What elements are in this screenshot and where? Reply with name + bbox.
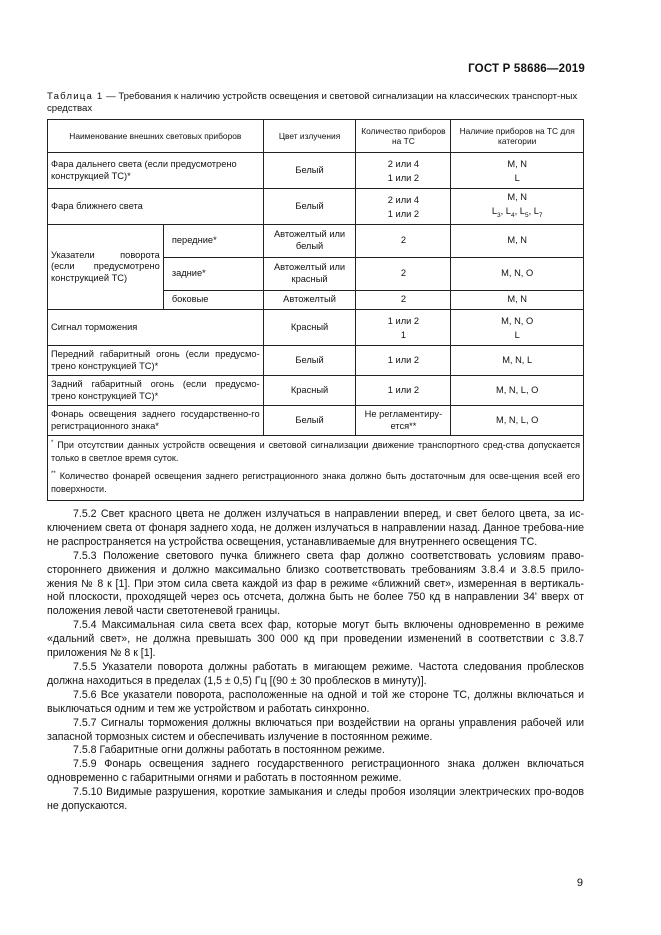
row-color: Белый: [263, 189, 356, 225]
row-name: Указатели поворота (если предусмотрено конструкцией ТС): [48, 225, 164, 310]
row-category: M, N, L, O: [451, 376, 584, 406]
requirements-table: [47, 119, 584, 501]
table-row: [48, 310, 584, 346]
row-name: Сигнал торможения: [48, 310, 264, 346]
table-row: [48, 189, 584, 225]
footnote-1: * При отсутствии данных устройств освещения и световой сигнализации движение транспортного сред-ства допускается только в светлое время суток.: [51, 440, 580, 463]
table-row: [48, 346, 584, 376]
count-value: 1 или 2: [387, 208, 420, 219]
row-color: Красный: [263, 376, 356, 406]
row-category: [451, 153, 584, 189]
table-row: [48, 153, 584, 189]
row-count: 2: [356, 225, 451, 258]
paragraph-7-5-5: 7.5.5 Указатели поворота должны работать в мигающем режиме. Частота следования проблесков должна находиться в пределах (1,5 ± 0,5) Гц [(90 ± 30 проблесков в минуту)].: [47, 660, 584, 687]
category-value: M, N: [507, 158, 527, 169]
body-text: [47, 508, 584, 814]
row-count: Не регламентиру-ется**: [356, 406, 451, 436]
row-category: M, N, O: [451, 258, 584, 291]
table-row: [48, 225, 584, 258]
row-sublabel: задние*: [163, 258, 263, 291]
row-count: 1 или 2: [356, 376, 451, 406]
table-footnotes-row: [48, 436, 584, 501]
table-header-row: [48, 120, 584, 153]
paragraph-7-5-8: 7.5.8 Габаритные огни должны работать в постоянном режиме.: [73, 744, 385, 757]
category-value: L: [514, 172, 520, 183]
row-count: 2: [356, 258, 451, 291]
paragraph-7-5-6: 7.5.6 Все указатели поворота, расположенные на одной и той же стороне ТС, должны включаться и выключаться одним и тем же устройством и работать синхронно.: [47, 688, 584, 715]
count-value: 2 или 4: [387, 158, 420, 169]
page-number: 9: [576, 877, 583, 889]
row-category: M, N, L, O: [451, 406, 584, 436]
table-caption: [47, 91, 582, 115]
table-row: [48, 406, 584, 436]
table-row: [48, 376, 584, 406]
header-count: Количество приборов на ТС: [356, 120, 451, 153]
paragraph-7-5-2: 7.5.2 Свет красного цвета не должен излучаться в направлении вперед, и свет белого цвета, за ис-ключением света от фонаря заднего хода, не должен излучаться в направлении назад. Данное требова-ние не распространяется на устройства освещения, устанавливаемые для внутреннего освещения ТС.: [47, 508, 584, 548]
count-value: 1 или 2: [387, 172, 420, 183]
row-color: Белый: [263, 406, 356, 436]
row-sublabel: боковые: [163, 291, 263, 310]
row-category: M, N: [451, 225, 584, 258]
category-value: L: [514, 329, 520, 340]
row-name: Фонарь освещения заднего государственно-го регистрационного знака*: [48, 406, 264, 436]
row-count: 1 или 2: [356, 346, 451, 376]
header-color: Цвет излучения: [263, 120, 356, 153]
footnote-2: ** Количество фонарей освещения заднего регистрационного знака должно быть достаточным для осве-щения всей его поверхности.: [51, 471, 580, 494]
row-count: [356, 310, 451, 346]
document-code: ГОСТ Р 58686—2019: [468, 63, 585, 75]
row-color: Автожелтый: [263, 291, 356, 310]
row-name: Задний габаритный огонь (если предусмо-трено конструкцией ТС)*: [48, 376, 264, 406]
row-color: Автожелтый или белый: [263, 225, 356, 258]
table-footnotes: [48, 436, 584, 501]
row-name: Фара дальнего света (если предусмотрено конструкцией ТС)*: [48, 153, 264, 189]
row-category: M, N, L: [451, 346, 584, 376]
row-category: M, N: [451, 291, 584, 310]
header-presence: Наличие приборов на ТС для категории: [451, 120, 584, 153]
row-color: Красный: [263, 310, 356, 346]
row-count: [356, 153, 451, 189]
paragraph-7-5-3: 7.5.3 Положение светового пучка ближнего света фар должно соответствовать условиям право-стороннего движения и должно максимально близко соответствовать требованиям 3.8.4 и 3.8.5 прило-жения № 8 к [1]. При этом сила света каждой из фар в режиме «ближний свет», измеренная в вертикаль-ной плоскости, проходящей через ось отсчета, должна быть не более 750 кд в направлении 34' вверх от положения левой части светотеневой границы.: [47, 549, 584, 618]
table-caption-label: Таблица 1: [47, 91, 104, 102]
row-category: [451, 189, 584, 225]
count-value: 1 или 2: [387, 315, 420, 326]
row-sublabel: передние*: [163, 225, 263, 258]
row-color: Белый: [263, 346, 356, 376]
header-name: Наименование внешних световых приборов: [48, 120, 264, 153]
row-count: 2: [356, 291, 451, 310]
row-name: Фара ближнего света: [48, 189, 264, 225]
row-count: [356, 189, 451, 225]
row-category: [451, 310, 584, 346]
count-value: 1: [400, 329, 406, 340]
paragraph-7-5-10: 7.5.10 Видимые разрушения, короткие замыкания и следы пробоя изоляции электрических про-водов не допускаются.: [47, 786, 584, 813]
category-value: M, N, O: [501, 315, 534, 326]
paragraph-7-5-4: 7.5.4 Максимальная сила света всех фар, которые могут быть включены одновременно в режиме «дальний свет», не должна превышать 300 000 кд при проведении изменений в соответствии с 3.8.7 приложения № 8 к [1].: [47, 619, 584, 660]
row-color: Белый: [263, 153, 356, 189]
category-value: M, N: [507, 192, 527, 203]
table-caption-text: — Требования к наличию устройств освещения и световой сигнализации на классических транспорт-ных средствах: [47, 91, 578, 114]
row-name: Передний габаритный огонь (если предусмо-трено конструкцией ТС)*: [48, 346, 264, 376]
category-value: $L_3$, $L_4$, $L_5$, $L_7$: [491, 206, 543, 219]
paragraph-7-5-9: 7.5.9 Фонарь освещения заднего государственного регистрационного знака должен включаться одновременно с габаритными огнями и работать в постоянном режиме.: [47, 758, 584, 785]
paragraph-7-5-7: 7.5.7 Сигналы торможения должны включаться при воздействии на органы управления рабочей или запасной тормозных систем и обеспечивать излучение в постоянном режиме.: [47, 716, 584, 743]
count-value: 2 или 4: [387, 194, 420, 205]
row-color: Автожелтый или красный: [263, 258, 356, 291]
